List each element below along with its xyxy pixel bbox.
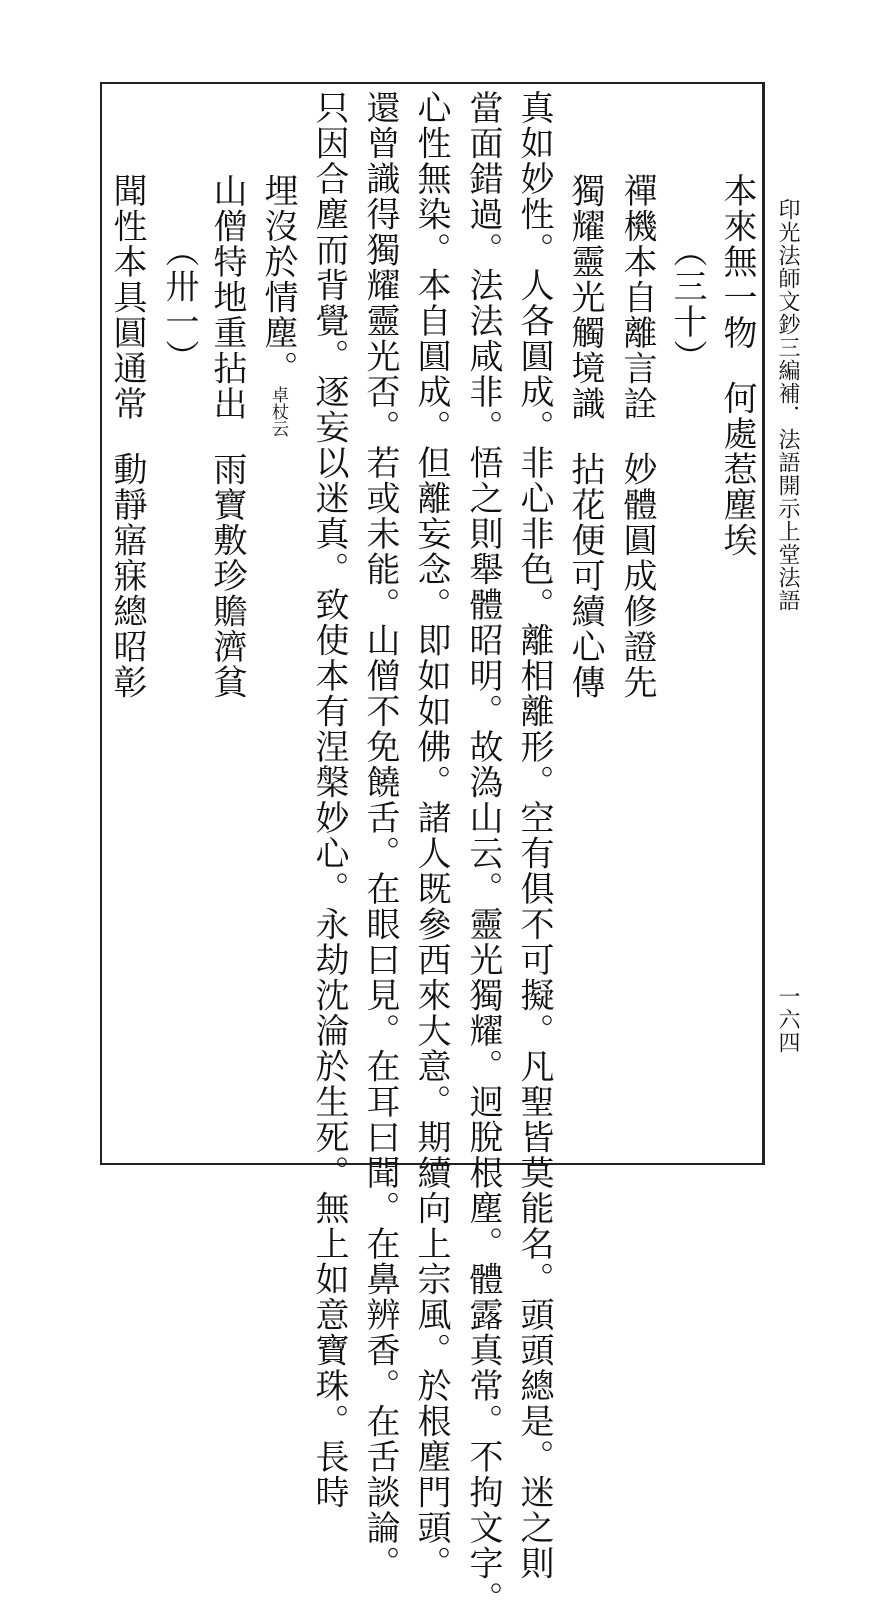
verse-second-half: 動靜寤寐總昭彰 — [107, 451, 147, 700]
verse-line — [565, 90, 636, 700]
verse-second-half: 雨寶敷珍贍濟貧 — [207, 451, 247, 700]
prose-line: 當面錯過。法法咸非。悟之則舉體昭明。故溈山云。靈光獨耀。迥脫根塵。體露真常。不拘文字。 — [463, 90, 503, 1617]
prose-line: 還曾識得獨耀靈光否。若或未能。山僧不免饒舌。在眼曰見。在耳曰聞。在鼻辨香。在舌談論。 — [360, 90, 400, 1581]
verse-second-half: 何處惹塵埃 — [717, 380, 757, 558]
verse-first-half: 本來無一物 — [717, 173, 757, 351]
prose-line: 只因合塵而背覺。逐妄以迷真。致使本有涅槃妙心。永劫沈淪於生死。無上如意寶珠。長時 — [309, 90, 349, 1510]
verse-second-half: 拈花便可續心傳 — [565, 451, 605, 700]
page-number: 一六四 — [775, 985, 800, 1054]
prose-text: 埋沒於情塵。 — [258, 173, 298, 386]
book-title: 印光法師文鈔三編補．法語開示 — [775, 198, 800, 520]
prose-line: 真如妙性。人各圓成。非心非色。離相離形。空有俱不可擬。凡聖皆莫能名。頭頭總是。迷之則 — [514, 90, 554, 1581]
verse-first-half: 禪機本自離言詮 — [617, 173, 657, 422]
prose-line: 心性無染。本自圓成。但離妄念。即如如佛。諸人既參西來大意。期續向上宗風。於根塵門頭。 — [411, 90, 451, 1581]
section-title: 上堂法語 — [775, 520, 800, 612]
verse-first-half: 聞性本具圓通常 — [107, 173, 147, 422]
section-number-text: （三十） — [667, 233, 707, 375]
annotation-note: 卓杖云 — [268, 386, 288, 437]
verse-first-half: 獨耀靈光觸境識 — [565, 173, 605, 422]
verse-first-half: 山僧特地重拈出 — [207, 173, 247, 422]
verse-second-half: 妙體圓成修證先 — [617, 451, 657, 700]
verse-line — [107, 90, 178, 700]
section-number-text: （卅一） — [159, 233, 199, 375]
